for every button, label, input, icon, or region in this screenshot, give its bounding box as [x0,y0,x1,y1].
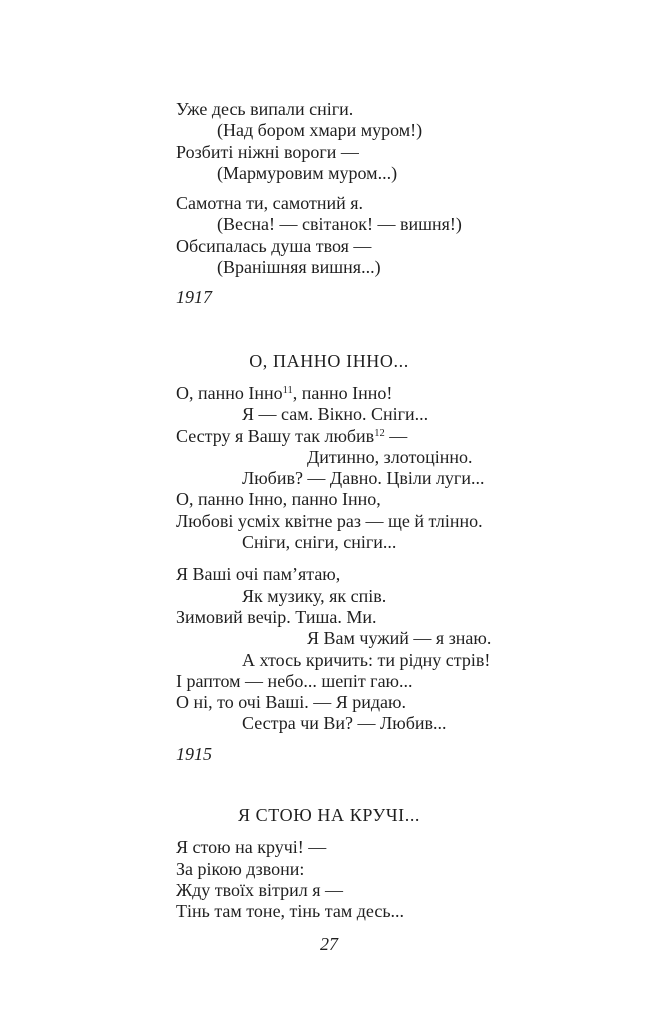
poem-line: Зимовий вечір. Тиша. Ми. [176,606,377,627]
poem-line: Обсипалась душа твоя — [176,235,372,256]
poem-ya-stoiu-na-kruchi [176,837,658,922]
poem-line: (Весна! — світанок! — вишня!) [217,214,462,235]
poem-line: (Над бором хмари муром!) [217,120,423,141]
poem-line: І раптом — небо... шепіт гаю... [176,670,413,691]
poem-line: Як музику, як спів. [242,585,387,606]
poem-line: Розбиті ніжні вороги — [176,141,359,162]
stanza [176,383,658,553]
line-text: — [384,425,408,446]
poem-line: Самотна ти, самотний я. [176,193,364,214]
poem-line: Я стою на кручі! — [176,837,327,858]
footnote-ref-11: 11 [282,384,293,396]
poem-uzhe-des-vypaly-snihy [176,99,658,309]
footnote-ref-12: 12 [374,427,385,439]
stanza [176,99,658,184]
poem-line: Я Ваші очі пам’ятаю, [176,564,341,585]
poem-o-panno-inno [176,383,658,765]
poem-line: Уже десь випали сніги. [176,99,354,119]
poem-line: Любив? — Давно. Цвіли луги... [242,468,485,489]
line-text: , панно Інно! [292,382,393,403]
line-text: О, панно Інно [176,382,283,403]
poem-line: А хтось кричить: ти рідну стрів! [242,649,491,670]
page-number: 27 [320,933,338,954]
poem-line [176,426,658,447]
poem-line: Жду твоїх вітрил я — [176,879,344,900]
line-text: Сестру я Вашу так любив [176,425,375,446]
poem-line [176,383,658,404]
stanza [176,837,658,922]
poem-line: Сніги, сніги, сніги... [242,532,397,553]
poem-line: Сестра чи Ви? — Любив... [242,713,447,734]
poem-line: Я Вам чужий — я знаю. [307,628,492,649]
stanza [176,193,658,278]
poem-line: Я — сам. Вікно. Сніги... [242,404,429,425]
stanza [176,564,658,734]
poem-title-ya-stoiu-na-kruchi: Я СТОЮ НА КРУЧІ... [237,805,421,826]
poem-line: За рікою дзвони: [176,858,305,879]
poem-year: 1915 [176,743,212,764]
poem-line: О, панно Інно, панно Інно, [176,489,381,510]
poem-line: (Мармуровим муром...) [217,162,398,183]
poem-line: Дитинно, злотоцінно. [307,446,473,467]
poem-year: 1917 [176,287,212,308]
poem-line: (Вранішняя вишня...) [217,257,381,278]
poem-line: Тінь там тоне, тінь там десь... [176,901,405,922]
poem-line: О ні, то очі Ваші. — Я ридаю. [176,692,406,713]
poem-line: Любові усміх квітне раз — ще й тлінно. [176,510,483,531]
poem-title-o-panno-inno: О, ПАННО ІННО... [249,350,409,371]
